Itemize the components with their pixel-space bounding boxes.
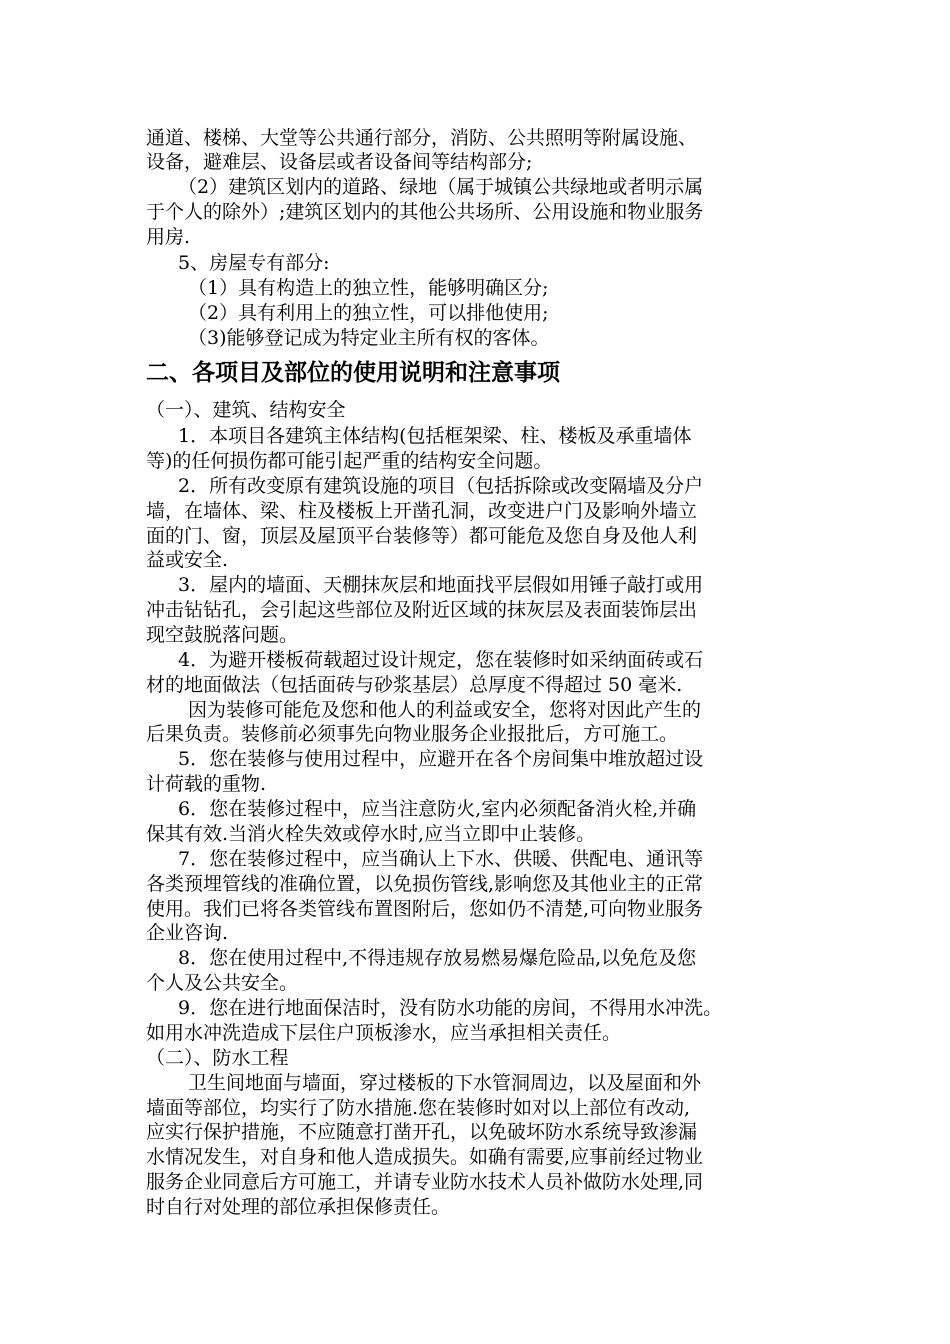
body-line: 等)的任何损伤都可能引起严重的结构安全问题。 — [146, 450, 553, 472]
body-line: 卫生间地面与墙面，穿过楼板的下水管洞周边，以及屋面和外 — [188, 1072, 702, 1094]
body-line: 应实行保护措施，不应随意打凿开孔，以免破坏防水系统导致渗漏 — [146, 1121, 698, 1143]
body-line: （2）建筑区划内的道路、绿地（属于城镇公共绿地或者明示属 — [178, 176, 704, 198]
body-line: 墙面等部位，均实行了防水措施.您在装修时如对以上部位有改动, — [146, 1097, 691, 1119]
body-line: （3)能够登记成为特定业主所有权的客体。 — [188, 327, 550, 349]
body-line: 1．本项目各建筑主体结构(包括框架梁、柱、楼板及承重墙体 — [178, 425, 692, 447]
section-heading: 二、各项目及部位的使用说明和注意事项 — [146, 360, 560, 386]
body-line: 因为装修可能危及您和他人的利益或安全，您将对因此产生的 — [188, 699, 702, 721]
body-line: 6．您在装修过程中，应当注意防火,室内必须配备消火栓,并确 — [178, 798, 697, 820]
body-line: 5、房屋专有部分: — [178, 252, 330, 274]
body-line: 各类预埋管线的准确位置，以免损伤管线,影响您及其他业主的正常 — [146, 873, 704, 895]
body-line: 7．您在装修过程中，应当确认上下水、供暖、供配电、通讯等 — [178, 848, 704, 870]
body-line: 水情况发生，对自身和他人造成损失。如确有需要,应事前经过物业 — [146, 1146, 704, 1168]
body-line: 企业咨询. — [146, 922, 229, 944]
body-line: 通道、楼梯、大堂等公共通行部分，消防、公共照明等附属设施、 — [146, 127, 698, 149]
body-line: 服务企业同意后方可施工，并请专业防水技术人员补做防水处理,同 — [146, 1171, 704, 1193]
body-line: 设备，避难层、设备层或者设备间等结构部分; — [146, 151, 533, 173]
body-line: 使用。我们已将各类管线布置图附后，您如仍不清楚,可向物业服务 — [146, 898, 704, 920]
body-line: 于个人的除外）;建筑区划内的其他公共场所、公用设施和物业服务 — [146, 201, 704, 223]
body-line: 后果负责。装修前必须事先向物业服务企业报批后，方可施工。 — [146, 723, 679, 745]
body-line: （2）具有利用上的独立性，可以排他使用; — [188, 302, 549, 324]
body-line: 计荷载的重物. — [146, 773, 267, 795]
body-line: 时自行对处理的部位承担保修责任。 — [146, 1196, 451, 1218]
body-line: 冲击钻钻孔，会引起这些部位及附近区域的抹灰层及表面装饰层出 — [146, 599, 698, 621]
subsection-heading: （二）、防水工程 — [146, 1047, 289, 1069]
body-line: 现空鼓脱落问题。 — [146, 624, 299, 646]
body-line: （1）具有构造上的独立性，能够明确区分; — [188, 277, 549, 299]
body-line: 面的门、窗，顶层及屋顶平台装修等）都可能危及您自身及他人利 — [146, 525, 698, 547]
body-line: 益或安全. — [146, 549, 229, 571]
body-line: 4．为避开楼板荷载超过设计规定，您在装修时如采纳面砖或石 — [178, 649, 704, 671]
body-line: 保其有效.当消火栓失效或停水时,应当立即中止装修。 — [146, 823, 596, 845]
body-line: 用房. — [146, 226, 191, 248]
body-line: 9．您在进行地面保洁时，没有防水功能的房间，不得用水冲洗。 — [178, 997, 723, 1019]
body-line: 5．您在装修与使用过程中，应避开在各个房间集中堆放超过设 — [178, 748, 704, 770]
body-line: 3．屋内的墙面、天棚抹灰层和地面找平层假如用锤子敲打或用 — [178, 574, 704, 596]
subsection-heading: （一）、建筑、结构安全 — [146, 399, 346, 421]
body-line: 8．您在使用过程中,不得违规存放易燃易爆危险品,以免危及您 — [178, 947, 697, 969]
body-line: 墙，在墙体、梁、柱及楼板上开凿孔洞，改变进户门及影响外墙立 — [146, 500, 698, 522]
body-line: 个人及公共安全。 — [146, 972, 299, 994]
body-line: 2．所有改变原有建筑设施的项目（包括拆除或改变隔墙及分户 — [178, 475, 704, 497]
body-line: 材的地面做法（包括面砖与砂浆基层）总厚度不得超过 50 毫米. — [146, 674, 683, 696]
body-line: 如用水冲洗造成下层住户顶板渗水，应当承担相关责任。 — [146, 1022, 622, 1044]
